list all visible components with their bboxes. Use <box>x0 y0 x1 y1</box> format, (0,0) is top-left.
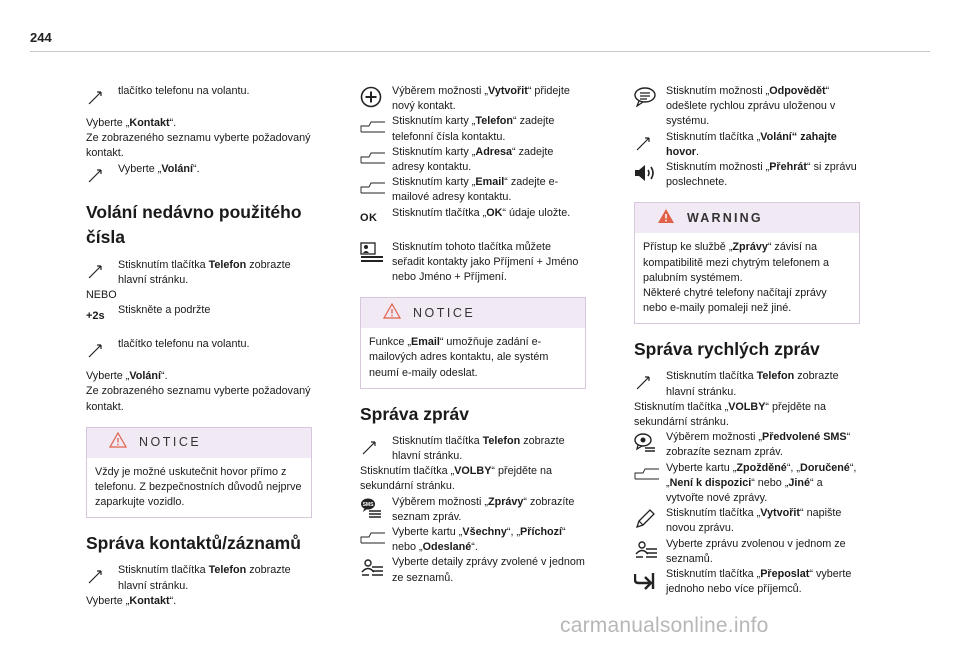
instruction-text: Výběrem možnosti „Zprávy“ zobrazíte seznam zpráv. <box>392 495 575 523</box>
section-heading: Správa rychlých zpráv <box>634 339 820 360</box>
instruction-row <box>634 160 860 190</box>
notice-box <box>360 297 586 389</box>
instruction-row <box>86 337 312 361</box>
instruction-row <box>634 506 860 536</box>
instruction-text: Stisknutím tlačítka „Přeposlat“ vyberte jednoho nebo více příjemců. <box>666 568 852 596</box>
touch-pointer-icon <box>634 369 666 393</box>
instruction-text: Stisknutím možnosti „Přehrát“ si zprávu poslechnete. <box>666 161 857 189</box>
instruction-text: Vyberte kartu „Zpožděné“, „Doručené“, „Není k dispozici“ nebo „Jiné“ a vytvořte nové zprávy. <box>666 461 857 505</box>
instruction-row <box>360 145 586 175</box>
watermark: carmanualsonline.info <box>560 614 769 637</box>
section-heading: Správa zpráv <box>360 403 469 424</box>
instruction-row <box>360 525 586 555</box>
touch-pointer-icon <box>86 162 118 186</box>
sort-contacts-icon <box>360 240 392 264</box>
paragraph: Vyberte „Kontakt“. <box>86 594 177 607</box>
ok-icon-label: OK <box>360 212 378 225</box>
notice-title: NOTICE <box>139 435 202 450</box>
speaker-icon <box>634 160 666 184</box>
tab-icon <box>360 525 392 549</box>
message-details-icon <box>634 537 666 561</box>
paragraph: Stisknutím tlačítka „VOLBY“ přejděte na sekundární stránku. <box>634 400 827 429</box>
message-details-icon <box>360 555 392 579</box>
forward-arrow-icon <box>634 567 666 591</box>
instruction-text: Stisknutím tlačítka „Vytvořit“ napište novou zprávu. <box>666 507 842 535</box>
instruction-text: Stisknutím tlačítka „OK“ údaje uložte. <box>392 206 571 219</box>
long-press-badge: +2s <box>86 309 105 322</box>
tab-icon <box>360 114 392 138</box>
instruction-row <box>360 206 586 230</box>
tab-icon <box>360 145 392 169</box>
instruction-text: Stisknutím tlačítka Telefon zobrazte hlavní stránku. <box>666 370 839 398</box>
paragraph: Ze zobrazeného seznamu vyberte požadovaný kontakt. <box>86 132 311 160</box>
instruction-text: Vyberte „Volání“. <box>118 162 200 175</box>
touch-pointer-icon <box>634 130 666 154</box>
add-circle-icon <box>360 84 392 108</box>
instruction-text: Vyberte detaily zprávy zvolené v jednom ze seznamů. <box>392 556 585 584</box>
instruction-row <box>86 84 312 108</box>
instruction-text: Stisknutím karty „Telefon“ zadejte telefonní čísla kontaktu. <box>392 115 555 143</box>
notice-body: Funkce „Email“ umožňuje zadání e-mailových adres kontaktu, ale systém neumí e-maily odeslat. <box>369 336 549 379</box>
touch-pointer-icon <box>86 563 118 587</box>
warning-triangle-icon <box>657 208 675 229</box>
instruction-row <box>86 258 312 288</box>
instruction-row <box>86 162 312 186</box>
notice-header <box>361 298 585 328</box>
svg-text:SMS: SMS <box>362 501 374 508</box>
warning-paragraph: Některé chytré telefony načítají zprávy nebo e-maily pomaleji než jiné. <box>643 287 827 315</box>
instruction-row <box>360 555 586 585</box>
paragraph: Vyberte „Volání“. <box>86 370 168 383</box>
instruction-row <box>360 114 586 144</box>
touch-pointer-icon <box>86 84 118 108</box>
instruction-text: Stisknutím tlačítka „Volání“ zahajte hovor. <box>666 130 837 158</box>
paragraph: Vyberte „Kontakt“. <box>86 117 177 129</box>
warning-title: WARNING <box>687 210 763 225</box>
instruction-row <box>634 369 860 399</box>
warning-box <box>634 202 860 324</box>
long-press-icon <box>86 303 118 327</box>
instruction-row <box>634 130 860 160</box>
paragraph: Stisknutím tlačítka „VOLBY“ přejděte na sekundární stránku. <box>360 465 553 493</box>
instruction-text: Stisknutím tlačítka Telefon zobrazte hlavní stránku. <box>118 258 291 286</box>
notice-body: Vždy je možné uskutečnit hovor přímo z telefonu. Z bezpečnostních důvodů nejprve zaparkujte vozidlo. <box>95 465 302 509</box>
notice-header <box>87 428 311 458</box>
tab-icon <box>634 461 666 485</box>
sms-list-icon <box>360 495 392 519</box>
section-heading: Správa kontaktů/záznamů <box>86 533 301 554</box>
instruction-row <box>360 240 586 286</box>
instruction-row <box>634 84 860 130</box>
instruction-text: Stisknutím karty „Email“ zadejte e-mailové adresy kontaktu. <box>392 176 559 204</box>
column-1 <box>86 84 312 609</box>
notice-box <box>86 427 312 519</box>
instruction-row <box>634 430 860 460</box>
pencil-icon <box>634 506 666 530</box>
instruction-text: Vyberte zprávu zvolenou v jednom ze seznamů. <box>666 537 846 565</box>
instruction-text: Vyberte kartu „Všechny“, „Příchozí“ nebo „Odeslané“. <box>392 526 566 554</box>
touch-pointer-icon <box>86 337 118 361</box>
instruction-text: Stisknutím karty „Adresa“ zadejte adresy kontaktu. <box>392 145 554 174</box>
instruction-text: Stisknutím tlačítka Telefon zobrazte hlavní stránku. <box>392 434 565 463</box>
notice-title: NOTICE <box>413 305 476 320</box>
instruction-row <box>360 495 586 525</box>
warning-triangle-icon <box>109 432 127 453</box>
touch-pointer-icon <box>360 434 392 458</box>
instruction-row <box>360 84 586 114</box>
instruction-text: Stisknutím tohoto tlačítka můžete seřadit kontakty jako Příjmení + Jméno nebo Jméno + Příjmení. <box>392 240 579 284</box>
touch-pointer-icon <box>86 258 118 282</box>
instruction-text: Výběrem možnosti „Vytvořit“ přidejte nový kontakt. <box>392 85 570 113</box>
instruction-text: tlačítko telefonu na volantu. <box>118 338 250 351</box>
warning-body <box>635 233 859 323</box>
warning-paragraph: Přístup ke službě „Zprávy“ závisí na kompatibilitě mezi chytrým telefonem a palubním systémem. <box>643 241 830 284</box>
page-number: 244 <box>30 30 52 45</box>
column-2 <box>360 84 586 586</box>
instruction-text: Stisknutím tlačítka Telefon zobrazte hlavní stránku. <box>118 564 291 592</box>
warning-triangle-icon <box>383 303 401 324</box>
instruction-text: Stisknutím možnosti „Odpovědět“ odešlete rychlou zprávu uloženou v systému. <box>666 85 836 128</box>
instruction-row <box>634 461 860 507</box>
instruction-text: Stiskněte a podržte <box>118 304 211 317</box>
warning-header <box>635 203 859 233</box>
paragraph: NEBO <box>86 289 117 302</box>
instruction-row <box>360 175 586 205</box>
tab-icon <box>360 175 392 199</box>
instruction-row <box>86 563 312 593</box>
preset-sms-icon <box>634 430 666 454</box>
instruction-row <box>360 434 586 464</box>
column-3 <box>634 84 860 597</box>
reply-message-icon <box>634 84 666 108</box>
instruction-text: tlačítko telefonu na volantu. <box>118 85 250 97</box>
paragraph: Ze zobrazeného seznamu vyberte požadovaný kontakt. <box>86 385 311 413</box>
ok-icon <box>360 206 392 230</box>
instruction-text: Výběrem možnosti „Předvolené SMS“ zobrazíte seznam zpráv. <box>666 431 851 459</box>
instruction-row <box>634 537 860 567</box>
instruction-row <box>634 567 860 597</box>
section-heading: Volání nedávno použitého čísla <box>86 201 302 247</box>
header-divider <box>30 51 930 52</box>
instruction-row <box>86 303 312 327</box>
